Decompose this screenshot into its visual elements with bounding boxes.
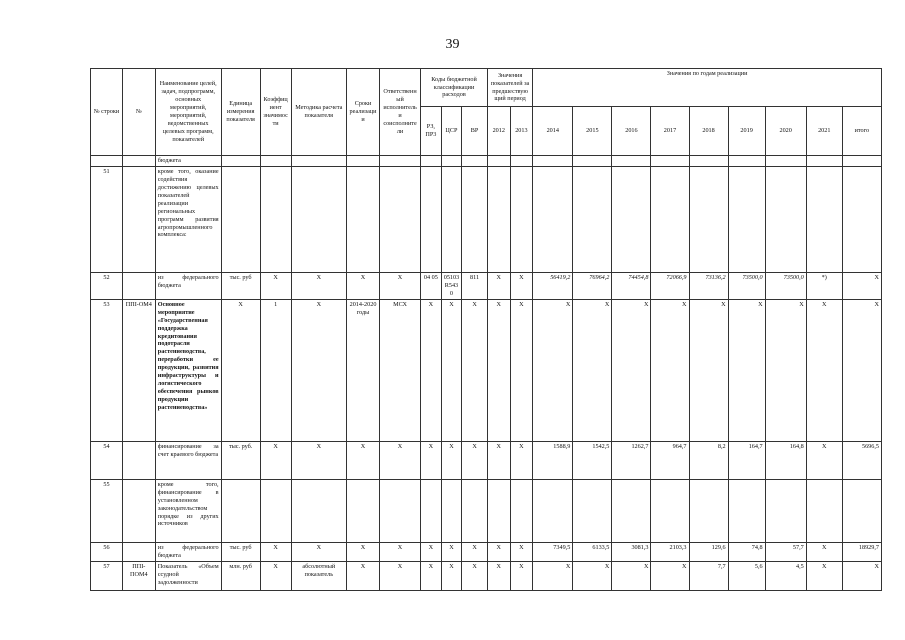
row-vr: X <box>462 561 488 590</box>
row-name: из федерального бюджета <box>155 272 221 299</box>
row-rz: X <box>421 441 442 479</box>
header-total: итого <box>842 107 881 156</box>
row-2015 <box>573 166 612 272</box>
row-coefficient: 1 <box>260 299 291 441</box>
row-code: ППI-ПОМ4 <box>122 561 155 590</box>
row-coefficient: X <box>260 441 291 479</box>
row-2012 <box>487 166 510 272</box>
row-terms <box>347 166 380 272</box>
row-2014: X <box>533 299 573 441</box>
row-2014: 7349,5 <box>533 542 573 561</box>
row-code <box>122 542 155 561</box>
row-rz: X <box>421 561 442 590</box>
header-2020: 2020 <box>765 107 806 156</box>
row-2017: 2103,3 <box>651 542 689 561</box>
row-code <box>122 479 155 542</box>
row-number: 51 <box>91 166 123 272</box>
header-terms: Сроки реализации <box>347 69 380 156</box>
row-coefficient: X <box>260 561 291 590</box>
row-2015: 6133,5 <box>573 542 612 561</box>
table-row <box>91 299 882 441</box>
header-csr: ЦСР <box>441 107 462 156</box>
row-coefficient: X <box>260 542 291 561</box>
row-2017 <box>651 479 689 542</box>
row-2019: 164,7 <box>728 441 765 479</box>
row-terms: 2014-2020 годы <box>347 299 380 441</box>
row-2020 <box>765 479 806 542</box>
row-2020 <box>765 166 806 272</box>
row-total: X <box>842 561 881 590</box>
row-2021: X <box>806 299 842 441</box>
page-number: 39 <box>445 37 460 52</box>
row-2021: X <box>806 561 842 590</box>
row-2013 <box>510 479 533 542</box>
row-csr: 05103 R5430 <box>441 272 462 299</box>
header-code: № <box>122 69 155 156</box>
row-2021: X <box>806 441 842 479</box>
row-2018: 73136,2 <box>689 272 728 299</box>
row-csr: X <box>441 441 462 479</box>
header-2014: 2014 <box>533 107 573 156</box>
row-number: 54 <box>91 441 123 479</box>
row-2018: X <box>689 299 728 441</box>
row-2018 <box>689 166 728 272</box>
header-method: Методика расчета показателя <box>291 69 347 156</box>
row-unit: тыс. руб <box>221 542 260 561</box>
row-2012: X <box>487 299 510 441</box>
row-2021 <box>806 166 842 272</box>
header-responsible: Ответственный исполнитель и соисполнители <box>379 69 420 156</box>
header-2013: 2013 <box>510 107 533 156</box>
row-2012: X <box>487 561 510 590</box>
row-2012: X <box>487 272 510 299</box>
row-2016: 3081,3 <box>612 542 651 561</box>
row-unit <box>221 166 260 272</box>
header-2018: 2018 <box>689 107 728 156</box>
row-name: кроме того, оказание содействия достижению целевых показателей реализации региональных программ развития агропромышленного комплекса: <box>155 166 221 272</box>
row-csr <box>441 479 462 542</box>
row-terms: X <box>347 542 380 561</box>
row-2015: 1542,5 <box>573 441 612 479</box>
row-2015: X <box>573 299 612 441</box>
row-2016: X <box>612 299 651 441</box>
row-2013: X <box>510 561 533 590</box>
table-row <box>91 561 882 590</box>
header-prev-values: Значения показателей за предшествующий период <box>487 69 532 107</box>
row-2019 <box>728 166 765 272</box>
row-method: X <box>291 272 347 299</box>
row-2019: 73500,0 <box>728 272 765 299</box>
row-name: Основное мероприятие «Государственная поддержка кредитования подотрасли растениеводства, переработки ее продукции, развития инфраструктуры и логистического обеспечения рынков продукции растениеводства» <box>155 299 221 441</box>
row-2018: 7,7 <box>689 561 728 590</box>
header-2017: 2017 <box>651 107 689 156</box>
row-2020: 73500,0 <box>765 272 806 299</box>
row-name: из федерального бюджета <box>155 542 221 561</box>
row-code <box>122 272 155 299</box>
row-responsible: X <box>379 441 420 479</box>
row-vr <box>462 166 488 272</box>
table-row <box>91 272 882 299</box>
row-total: 5696,5 <box>842 441 881 479</box>
row-total <box>842 479 881 542</box>
row-2020: 57,7 <box>765 542 806 561</box>
row-rz <box>421 166 442 272</box>
header-budget-codes: Коды бюджетной классификации расходов <box>421 69 488 107</box>
row-2012: X <box>487 542 510 561</box>
header-years-values: Значения по годам реализации <box>533 69 882 107</box>
row-2017: X <box>651 561 689 590</box>
row-2018 <box>689 479 728 542</box>
row-code <box>122 441 155 479</box>
row-method <box>291 166 347 272</box>
row-total: X <box>842 299 881 441</box>
row-2016 <box>612 479 651 542</box>
row-method: абсолютный показатель <box>291 561 347 590</box>
header-vr: ВР <box>462 107 488 156</box>
row-2020: 164,8 <box>765 441 806 479</box>
table-row <box>91 441 882 479</box>
row-total <box>842 166 881 272</box>
row-responsible: X <box>379 561 420 590</box>
header-coefficient: Коэффициент значимости <box>260 69 291 156</box>
row-unit: X <box>221 299 260 441</box>
row-2015: X <box>573 561 612 590</box>
row-coefficient <box>260 166 291 272</box>
table-body <box>91 156 882 591</box>
row-method: X <box>291 542 347 561</box>
row-2015: 76964,2 <box>573 272 612 299</box>
row-number: 55 <box>91 479 123 542</box>
row-2013: X <box>510 272 533 299</box>
row-2017: 72066,9 <box>651 272 689 299</box>
row-vr: X <box>462 299 488 441</box>
row-2019: X <box>728 299 765 441</box>
row-2016 <box>612 166 651 272</box>
row-2014: 56419,2 <box>533 272 573 299</box>
row-coefficient: X <box>260 272 291 299</box>
row-terms: X <box>347 441 380 479</box>
row-2014 <box>533 166 573 272</box>
row-2014: 1588,9 <box>533 441 573 479</box>
row-2019: 5,6 <box>728 561 765 590</box>
row-2013 <box>510 166 533 272</box>
table-row <box>91 166 882 272</box>
row-2021: X <box>806 542 842 561</box>
row-2016: 74454,8 <box>612 272 651 299</box>
row-2014: X <box>533 561 573 590</box>
header-rz: РЗ, ПР3 <box>421 107 442 156</box>
row-unit: млн. руб <box>221 561 260 590</box>
row-number: 57 <box>91 561 123 590</box>
table-row <box>91 542 882 561</box>
header-name: Наименование целей, задач, подпрограмм, основных мероприятий, мероприятий, ведомственных целевых программ, показателей <box>155 69 221 156</box>
row-name: Показатель «Объем ссудной задолженности <box>155 561 221 590</box>
row-code <box>122 166 155 272</box>
row-code: ППI-ОМ4 <box>122 299 155 441</box>
row-terms: X <box>347 561 380 590</box>
row-2019: 74,8 <box>728 542 765 561</box>
row-rz: X <box>421 542 442 561</box>
row-2013: X <box>510 441 533 479</box>
table-row <box>91 479 882 542</box>
row-2021 <box>806 479 842 542</box>
row-method: X <box>291 441 347 479</box>
row-rz: 04 05 <box>421 272 442 299</box>
row-csr: X <box>441 542 462 561</box>
row-responsible: МСХ <box>379 299 420 441</box>
row-2020: X <box>765 299 806 441</box>
row-method <box>291 479 347 542</box>
header-2015: 2015 <box>573 107 612 156</box>
table-row <box>91 156 882 167</box>
header-row-number: № строки <box>91 69 123 156</box>
row-unit: тыс. руб. <box>221 441 260 479</box>
row-rz: X <box>421 299 442 441</box>
row-2012 <box>487 479 510 542</box>
row-name: финансирование за счет краевого бюджета <box>155 441 221 479</box>
row-2014 <box>533 479 573 542</box>
row-2012: X <box>487 441 510 479</box>
header-2019: 2019 <box>728 107 765 156</box>
row-vr <box>462 479 488 542</box>
row-2017: X <box>651 299 689 441</box>
row-2018: 8,2 <box>689 441 728 479</box>
row-rz <box>421 479 442 542</box>
row-csr: X <box>441 299 462 441</box>
row-unit: тыс. руб <box>221 272 260 299</box>
row-method: X <box>291 299 347 441</box>
row-2021: *) <box>806 272 842 299</box>
row-total: 18929,7 <box>842 542 881 561</box>
row-2013: X <box>510 542 533 561</box>
row-name: бюджета <box>155 156 221 167</box>
row-terms <box>347 479 380 542</box>
row-vr: X <box>462 441 488 479</box>
row-number: 52 <box>91 272 123 299</box>
row-vr: 811 <box>462 272 488 299</box>
row-terms: X <box>347 272 380 299</box>
row-responsible <box>379 166 420 272</box>
row-2018: 129,6 <box>689 542 728 561</box>
row-2013: X <box>510 299 533 441</box>
row-csr <box>441 166 462 272</box>
row-coefficient <box>260 479 291 542</box>
row-csr: X <box>441 561 462 590</box>
row-unit <box>221 479 260 542</box>
row-name: кроме того, финансирование в установленном законодательством порядке из других источников <box>155 479 221 542</box>
row-vr: X <box>462 542 488 561</box>
row-2019 <box>728 479 765 542</box>
row-number: 53 <box>91 299 123 441</box>
header-2021: 2021 <box>806 107 842 156</box>
row-2017: 964,7 <box>651 441 689 479</box>
program-indicators-table <box>90 68 882 591</box>
row-2017 <box>651 166 689 272</box>
row-number: 56 <box>91 542 123 561</box>
header-2012: 2012 <box>487 107 510 156</box>
row-2015 <box>573 479 612 542</box>
row-2016: 1262,7 <box>612 441 651 479</box>
row-total: X <box>842 272 881 299</box>
row-2016: X <box>612 561 651 590</box>
header-unit: Единица измерения показателя <box>221 69 260 156</box>
row-2020: 4,5 <box>765 561 806 590</box>
row-responsible <box>379 479 420 542</box>
row-responsible: X <box>379 542 420 561</box>
header-2016: 2016 <box>612 107 651 156</box>
row-responsible: X <box>379 272 420 299</box>
